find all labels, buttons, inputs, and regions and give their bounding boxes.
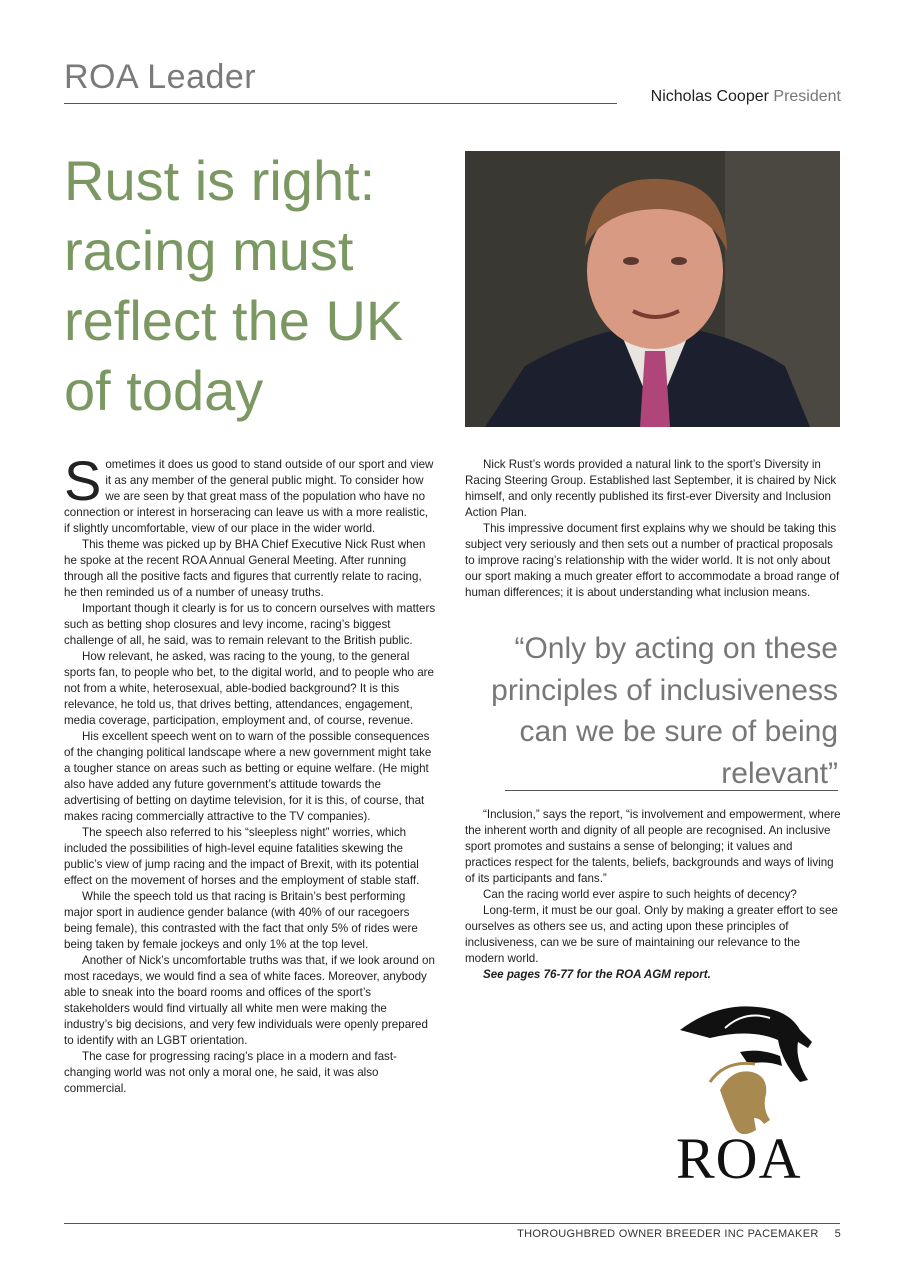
paragraph: This impressive document first explains why we should be taking this subject very seriously and then sets out a number of practical proposals to improve racing’s relationship with the wider world. It is not only about our sport making a much greater effort to accommodate a broad range of human differences; it is about understanding what inclusion means. <box>465 522 840 599</box>
paragraph <box>64 449 437 537</box>
paragraph: His excellent speech went on to warn of the possible consequences of the changing political landscape where a new government might take a tougher stance on areas such as betting or equine welfare. (He might also have added any future government’s attitude towards the advertising of betting on daytime television, for it is this, of course, that makes racing commercially attractive to the TV companies). <box>64 730 432 823</box>
header-divider <box>64 103 617 104</box>
paragraph: The case for progressing racing’s place in a modern and fast-changing world was not only a moral one, he said, it was also commercial. <box>64 1050 397 1095</box>
paragraph: While the speech told us that racing is Britain’s best performing major sport in audience gender balance (with 40% of our racegoers being female), this contrasted with the fact that only 5% of rides were being taken by female jockeys and only 1% at the top level. <box>64 890 418 951</box>
footer <box>517 1228 841 1240</box>
section-title: ROA Leader <box>64 58 257 96</box>
drop-cap: S <box>64 449 102 512</box>
pull-quote: “Only by acting on these principles of inclusiveness can we be sure of being relevant” <box>491 632 838 790</box>
paragraph: How relevant, he asked, was racing to the young, to the general sports fan, to people who bet, to the digital world, and to people who are not from a white, heterosexual, able-bodied background? It is this relevance, he told us, that drives betting, attendances, engagement, media coverage, participation, employment and, of course, revenue. <box>64 650 434 727</box>
paragraph: Nick Rust’s words provided a natural link to the sport’s Diversity in Racing Steering Group. Established last September, it is chaired by Nick himself, and only recently published its first-ever Diversity and Inclusion Action Plan. <box>465 458 837 519</box>
paragraph: The speech also referred to his “sleepless night” worries, which included the possibilities of high-level equine fatalities skewing the public’s view of jump racing and the impact of Brexit, with its potential effect on the movement of horses and the employment of stable staff. <box>64 826 420 887</box>
roa-logo-text: ROA <box>676 1126 802 1191</box>
right-article-column <box>465 457 842 601</box>
paragraph: This theme was picked up by BHA Chief Executive Nick Rust when he spoke at the recent ROA Annual General Meeting. After running through all the positive facts and figures that currently relate to racing, he then reminded us of a number of uneasy truths. <box>64 538 426 599</box>
paragraph-text: ometimes it does us good to stand outside of our sport and view it as any member of the general public might. To consider how we are seen by that great mass of the population who have no connection or interest in horseracing can leave us with a more realistic, if slightly uncomfortable, view of our place in the wider world. <box>64 458 434 535</box>
page-number: 5 <box>834 1228 841 1240</box>
publication-name: THOROUGHBRED OWNER BREEDER INC PACEMAKER <box>517 1228 819 1240</box>
pull-quote-underline <box>505 790 838 791</box>
left-article-column <box>64 449 437 1097</box>
byline <box>651 88 841 106</box>
paragraph: “Inclusion,” says the report, “is involvement and empowerment, where the inherent worth and dignity of all people are recognised. An inclusive sport promotes and sustains a sense of belonging; it values and practices respect for the talents, beliefs, backgrounds and ways of living of its participants and fans.” <box>465 808 841 885</box>
paragraph: Can the racing world ever aspire to such heights of decency? <box>483 888 797 901</box>
portrait-illustration <box>465 151 840 427</box>
paragraph: Long-term, it must be our goal. Only by making a greater effort to see ourselves as others see us, and acting upon these principles of inclusiveness, can we be sure of maintaining our relevance to the modern world. <box>465 904 838 965</box>
footer-divider <box>64 1223 840 1224</box>
paragraph: Another of Nick’s uncomfortable truths was that, if we look around on most racedays, we would find a sea of white faces. Moreover, anybody able to sneak into the board rooms and offices of the sport’s stakeholders would find virtually all white men were making the industry’s big decisions, and very few individuals were openly prepared to identify with an LGBT orientation. <box>64 954 435 1047</box>
right-article-column-continued <box>465 807 842 983</box>
author-role: President <box>773 88 841 105</box>
author-photo <box>465 151 840 427</box>
page-reference: See pages 76-77 for the ROA AGM report. <box>483 968 711 981</box>
paragraph: Important though it clearly is for us to concern ourselves with matters such as betting shop closures and levy income, racing’s biggest challenge of all, he said, was to remain relevant to the British public. <box>64 602 436 647</box>
headline: Rust is right: racing must reflect the UK of today <box>64 149 404 422</box>
author-name: Nicholas Cooper <box>650 88 769 105</box>
